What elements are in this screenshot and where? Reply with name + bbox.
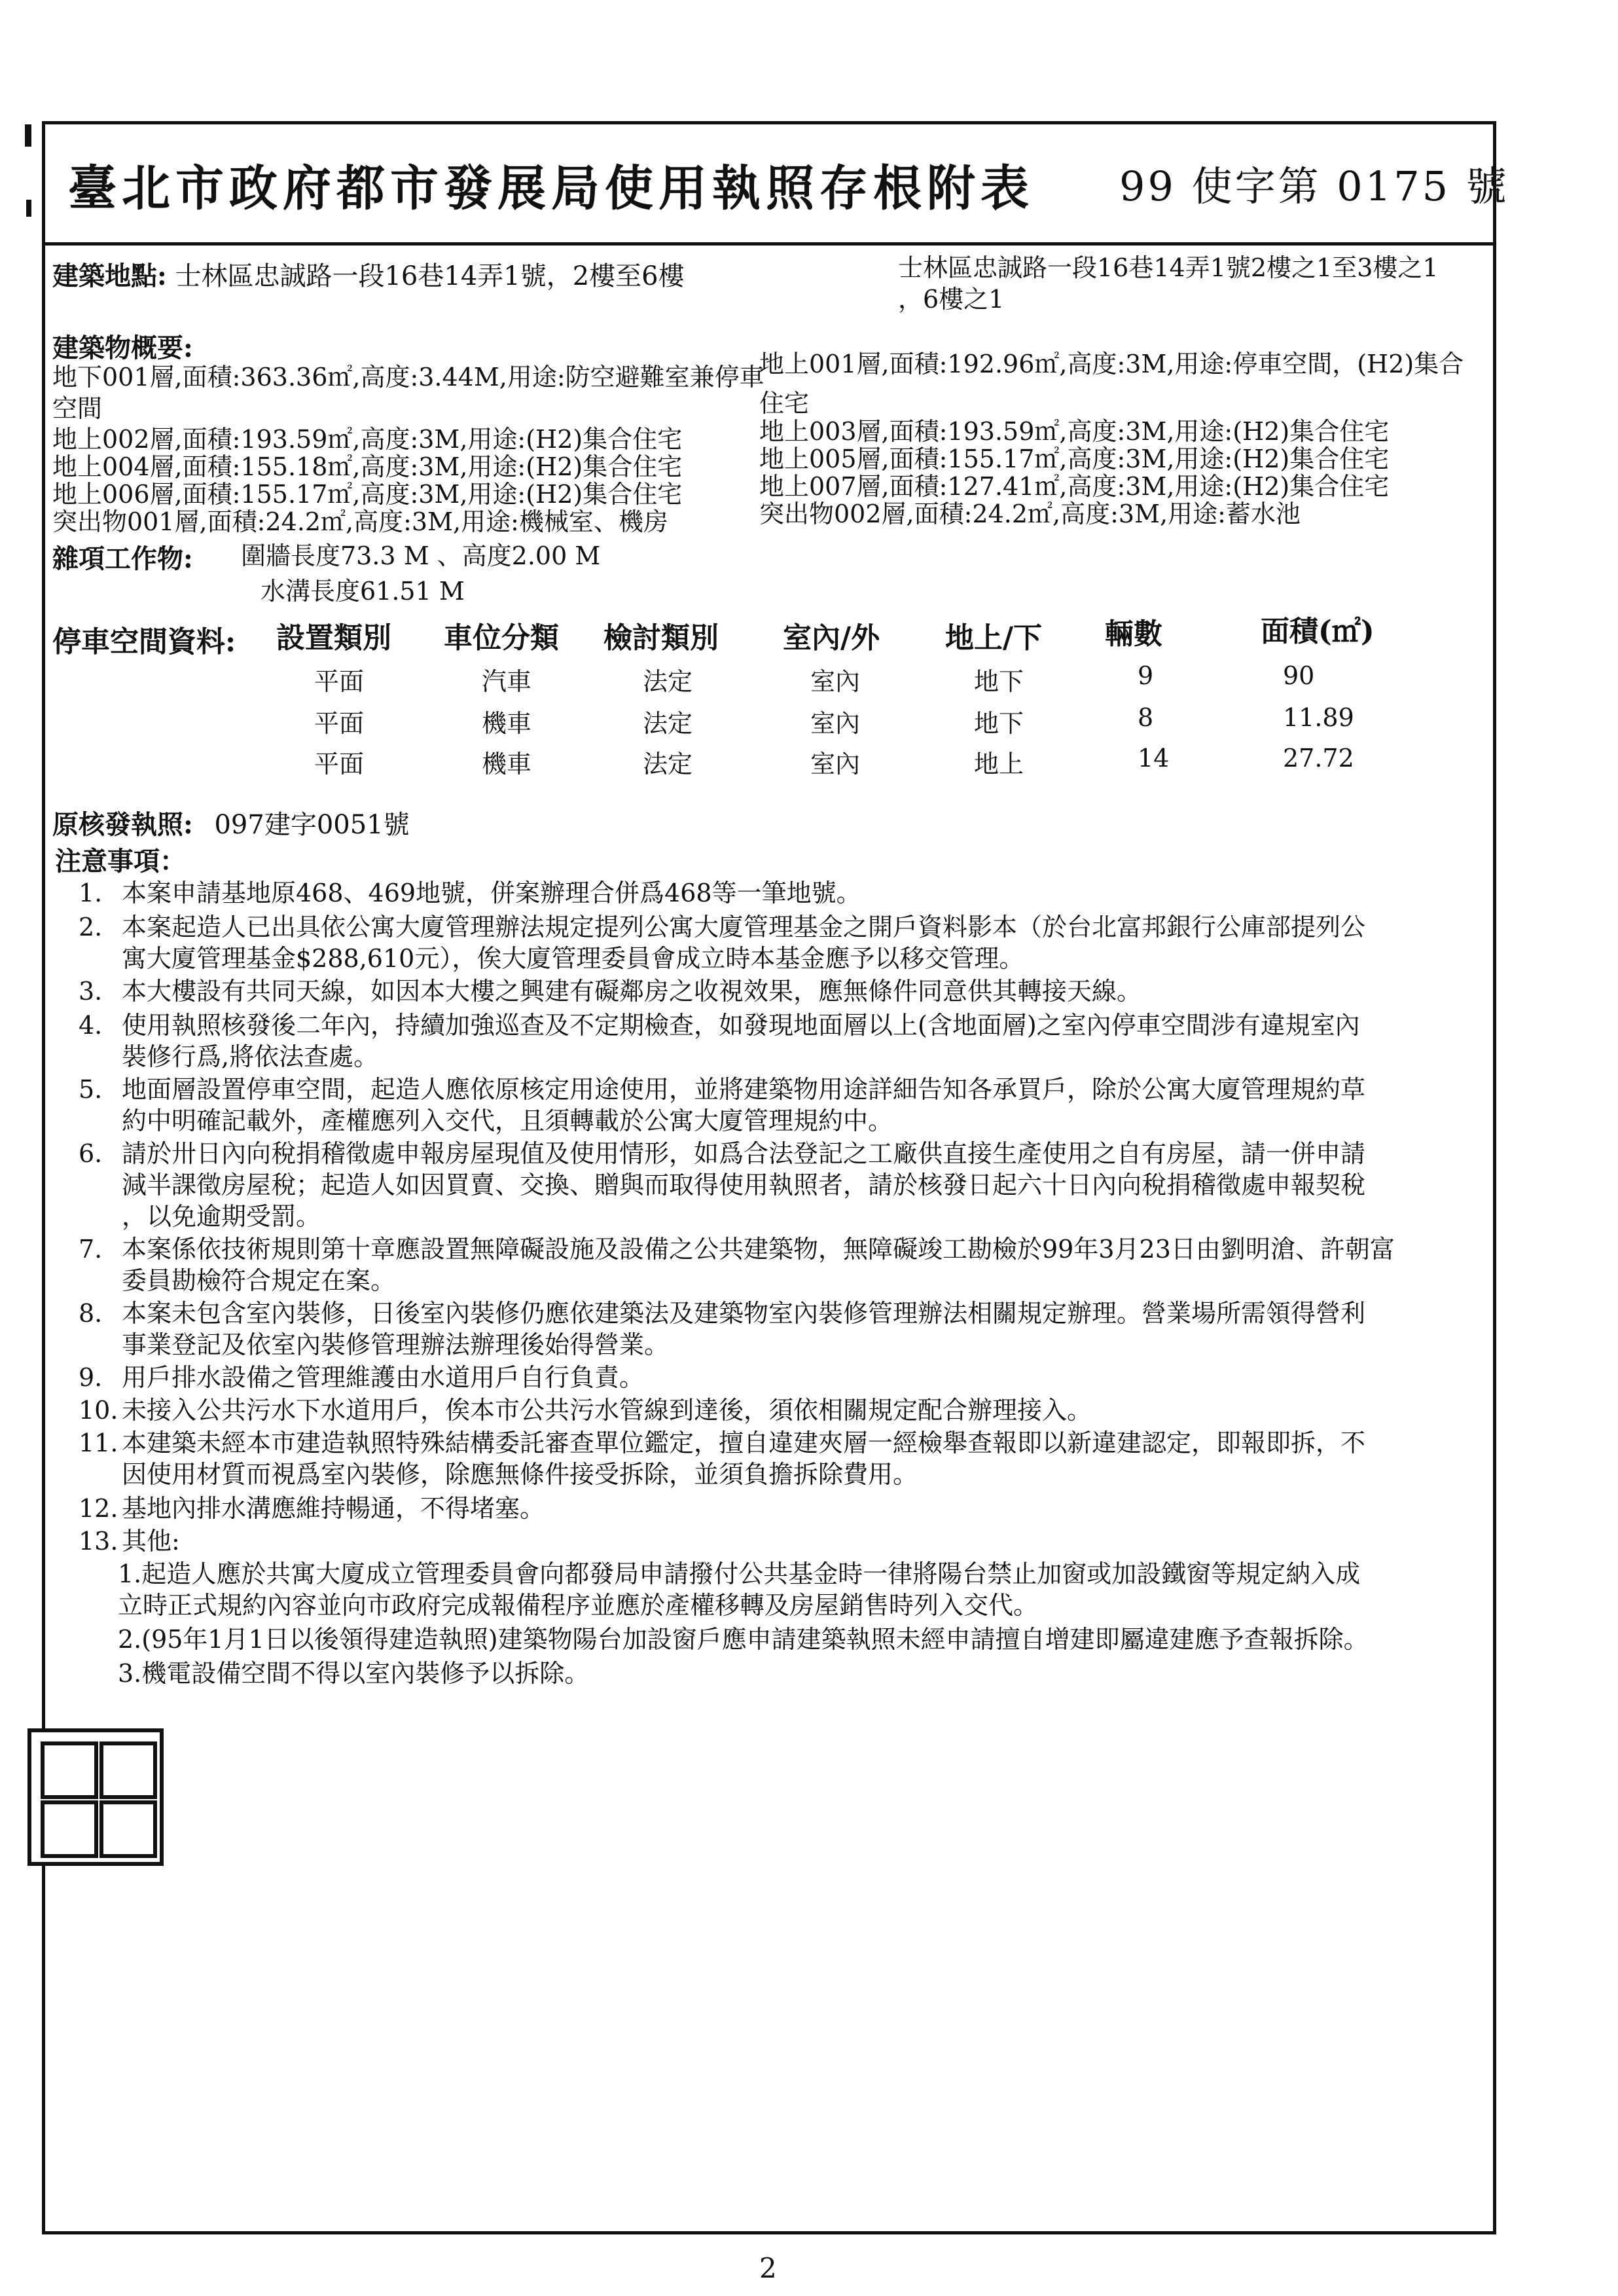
parking-header: 地上/下 bbox=[945, 621, 1043, 655]
parking-header: 輛數 bbox=[1105, 617, 1162, 651]
note-number: 12. bbox=[79, 1494, 118, 1523]
parking-header: 檢討類別 bbox=[603, 621, 719, 655]
parking-cell: 法定 bbox=[643, 709, 693, 738]
original-permit-value: 097建字0051號 bbox=[214, 810, 410, 840]
note-other-line: 1.起造人應於共寓大廈成立管理委員會向都發局申請撥付公共基金時一律將陽台禁止加窗或加設鐵窗等規定納入成 bbox=[118, 1559, 1361, 1588]
note-text: 寓大廈管理基金$288,610元），俟大廈管理委員會成立時本基金應予以移交管理。 bbox=[122, 944, 1024, 973]
misc-ditch: 水溝長度61.51 M bbox=[261, 577, 465, 606]
location-label: 建築地點: bbox=[52, 261, 167, 291]
parking-cell: 法定 bbox=[643, 750, 693, 778]
parking-cell: 平面 bbox=[314, 709, 365, 738]
original-permit-row bbox=[52, 804, 410, 841]
parking-cell: 地上 bbox=[974, 750, 1024, 778]
parking-cell: 9 bbox=[1138, 661, 1154, 690]
parking-cell: 14 bbox=[1138, 744, 1170, 773]
parking-cell: 地下 bbox=[974, 709, 1024, 738]
note-item bbox=[79, 1074, 1473, 1137]
page-number: 2 bbox=[759, 2252, 777, 2284]
parking-cell: 地下 bbox=[974, 667, 1024, 696]
note-text: 基地內排水溝應維持暢通，不得堵塞。 bbox=[122, 1494, 545, 1523]
parking-cell: 汽車 bbox=[482, 667, 532, 696]
official-seal bbox=[27, 1728, 164, 1866]
note-text: 本案起造人已出具依公寓大廈管理辦法規定提列公寓大廈管理基金之開戶資料影本（於台北富邦銀行公庫部提列公 bbox=[122, 913, 1366, 941]
note-other-line: 立時正式規約內容並向市政府完成報備程序並應於產權移轉及房屋銷售時列入交代。 bbox=[118, 1591, 1039, 1620]
summary-label: 建築物概要: bbox=[52, 333, 193, 363]
misc-wall: 圍牆長度73.3 M 、高度2.00 M bbox=[241, 541, 601, 570]
note-item bbox=[79, 1010, 1473, 1072]
note-text: 本案係依技術規則第十章應設置無障礙設施及設備之公共建築物，無障礙竣工勘檢於99年3月23日由劉明滄、許朝富 bbox=[122, 1235, 1395, 1264]
document-title: 臺北市政府都市發展局使用執照存根附表 bbox=[68, 160, 1034, 217]
parking-header: 面積(㎡) bbox=[1261, 615, 1375, 648]
note-text: 請於卅日內向稅捐稽徵處申報房屋現值及使用情形，如爲合法登記之工廠供直接生產使用之自有房屋，請一併申請 bbox=[122, 1139, 1366, 1168]
note-text: 用戶排水設備之管理維護由水道用戶自行負責。 bbox=[122, 1363, 645, 1392]
note-number: 7. bbox=[79, 1235, 103, 1264]
note-number: 13. bbox=[79, 1527, 118, 1556]
note-item bbox=[79, 975, 1473, 1007]
note-text: ，以免逾期受罰。 bbox=[122, 1202, 321, 1231]
note-text: 未接入公共污水下水道用戶，俟本市公共污水管線到達後，須依相關規定配合辦理接入。 bbox=[122, 1396, 1092, 1425]
summary-basement-line2: 空間 bbox=[52, 394, 103, 423]
note-text: 本建築未經本市建造執照特殊結構委託審查單位鑑定，擅自違建夾層一經檢舉查報即以新違建認定，即報即拆，不 bbox=[122, 1429, 1366, 1457]
parking-cell: 11.89 bbox=[1283, 703, 1354, 732]
note-number: 3. bbox=[79, 977, 103, 1006]
note-item bbox=[79, 1394, 1473, 1426]
summary-ground-line2: 住宅 bbox=[759, 389, 810, 418]
summary-floor-row: 突出物002層,面積:24.2㎡,高度:3M,用途:蓄水池 bbox=[759, 500, 1301, 528]
parking-cell: 90 bbox=[1283, 661, 1315, 690]
location-row bbox=[52, 255, 685, 293]
note-number: 11. bbox=[79, 1429, 118, 1457]
note-other-line: 2.(95年1月1日以後領得建造執照)建築物陽台加設窗戶應申請建築執照未經申請擅自增建即屬違建應予查報拆除。 bbox=[118, 1625, 1369, 1654]
note-number: 5. bbox=[79, 1075, 103, 1104]
note-text: 本大樓設有共同天線，如因本大樓之興建有礙鄰房之收視效果，應無條件同意供其轉接天線。 bbox=[122, 977, 1142, 1006]
location-right-line2: ，6樓之1 bbox=[898, 285, 1005, 314]
note-item bbox=[79, 1298, 1473, 1360]
scan-margin-mark bbox=[26, 200, 31, 217]
parking-header: 車位分類 bbox=[444, 621, 559, 655]
parking-label: 停車空間資料: bbox=[52, 625, 236, 659]
note-text: 裝修行爲,將依法查處。 bbox=[122, 1042, 379, 1071]
summary-floor-row: 地上005層,面積:155.17㎡,高度:3M,用途:(H2)集合住宅 bbox=[759, 445, 1390, 473]
note-number: 4. bbox=[79, 1011, 103, 1040]
parking-cell: 室內 bbox=[810, 750, 861, 778]
parking-cell: 27.72 bbox=[1283, 744, 1354, 773]
summary-floor-row: 地上006層,面積:155.17㎡,高度:3M,用途:(H2)集合住宅 bbox=[52, 480, 683, 509]
note-item bbox=[79, 1233, 1473, 1296]
summary-basement-line1: 地下001層,面積:363.36㎡,高度:3.44M,用途:防空避難室兼停車 bbox=[52, 363, 764, 392]
note-text: 約中明確記載外，產權應列入交代，且須轉載於公寓大廈管理規約中。 bbox=[122, 1106, 893, 1135]
note-item bbox=[79, 1427, 1473, 1490]
note-text: 地面層設置停車空間，起造人應依原核定用途使用，並將建築物用途詳細告知各承買戶，除於公寓大廈管理規約草 bbox=[122, 1075, 1366, 1104]
scan-margin-mark bbox=[25, 124, 31, 147]
note-item bbox=[79, 1493, 1473, 1524]
summary-floor-row: 地上004層,面積:155.18㎡,高度:3M,用途:(H2)集合住宅 bbox=[52, 452, 683, 481]
note-number: 2. bbox=[79, 913, 103, 941]
title-bar bbox=[42, 121, 1509, 246]
note-text: 事業登記及依室內裝修管理辦法辦理後始得營業。 bbox=[122, 1330, 670, 1359]
note-item bbox=[79, 1138, 1473, 1232]
note-text: 本案未包含室內裝修，日後室內裝修仍應依建築法及建築物室內裝修管理辦法相關規定辦理。營業場所需領得營利 bbox=[122, 1299, 1366, 1328]
note-text: 委員勘檢符合規定在案。 bbox=[122, 1266, 396, 1295]
note-text: 因使用材質而視爲室內裝修，除應無條件接受拆除，並須負擔拆除費用。 bbox=[122, 1460, 918, 1489]
parking-cell: 法定 bbox=[643, 667, 693, 696]
misc-label: 雜項工作物: bbox=[52, 543, 193, 574]
parking-cell: 平面 bbox=[314, 750, 365, 778]
parking-cell: 室內 bbox=[810, 709, 861, 738]
note-number: 8. bbox=[79, 1299, 103, 1328]
notes-label: 注意事項： bbox=[55, 846, 186, 877]
summary-floor-row: 突出物001層,面積:24.2㎡,高度:3M,用途:機械室、機房 bbox=[52, 507, 668, 536]
parking-header: 設置類別 bbox=[276, 621, 391, 655]
summary-ground-line1: 地上001層,面積:192.96㎡,高度:3M,用途:停車空間，(H2)集合 bbox=[759, 350, 1464, 378]
summary-floor-row: 地上007層,面積:127.41㎡,高度:3M,用途:(H2)集合住宅 bbox=[759, 472, 1390, 501]
note-other-line: 3.機電設備空間不得以室內裝修予以拆除。 bbox=[118, 1659, 590, 1688]
note-item bbox=[79, 877, 1473, 909]
note-item bbox=[79, 1525, 1473, 1557]
parking-header: 室內/外 bbox=[783, 621, 880, 655]
summary-floor-row: 地上003層,面積:193.59㎡,高度:3M,用途:(H2)集合住宅 bbox=[759, 417, 1390, 446]
original-permit-label: 原核發執照: bbox=[52, 809, 193, 840]
location-right-line1: 士林區忠誠路一段16巷14弄1號2樓之1至3樓之1 bbox=[898, 253, 1439, 282]
parking-cell: 室內 bbox=[810, 667, 861, 696]
note-number: 10. bbox=[79, 1396, 118, 1425]
note-item bbox=[79, 1362, 1473, 1393]
parking-cell: 機車 bbox=[482, 709, 532, 738]
parking-cell: 平面 bbox=[314, 667, 365, 696]
document-number: 99 使字第 0175 號 bbox=[1119, 162, 1509, 210]
summary-floor-row: 地上002層,面積:193.59㎡,高度:3M,用途:(H2)集合住宅 bbox=[52, 425, 683, 454]
note-text: 減半課徵房屋稅；起造人如因買賣、交換、贈與而取得使用執照者，請於核發日起六十日內向稅捐稽徵處申報契稅 bbox=[122, 1171, 1366, 1199]
note-text: 其他: bbox=[122, 1527, 180, 1556]
note-item bbox=[79, 911, 1473, 974]
location-value: 士林區忠誠路一段16巷14弄1號，2樓至6樓 bbox=[175, 261, 685, 291]
parking-cell: 8 bbox=[1138, 703, 1154, 732]
note-number: 9. bbox=[79, 1363, 103, 1392]
note-number: 6. bbox=[79, 1139, 103, 1168]
parking-cell: 機車 bbox=[482, 750, 532, 778]
note-text: 本案申請基地原468、469地號，併案辦理合併爲468等一筆地號。 bbox=[122, 879, 861, 907]
note-number: 1. bbox=[79, 879, 103, 907]
note-text: 使用執照核發後二年內，持續加強巡查及不定期檢查，如發現地面層以上(含地面層)之室內停車空間涉有違規室內 bbox=[122, 1011, 1360, 1040]
